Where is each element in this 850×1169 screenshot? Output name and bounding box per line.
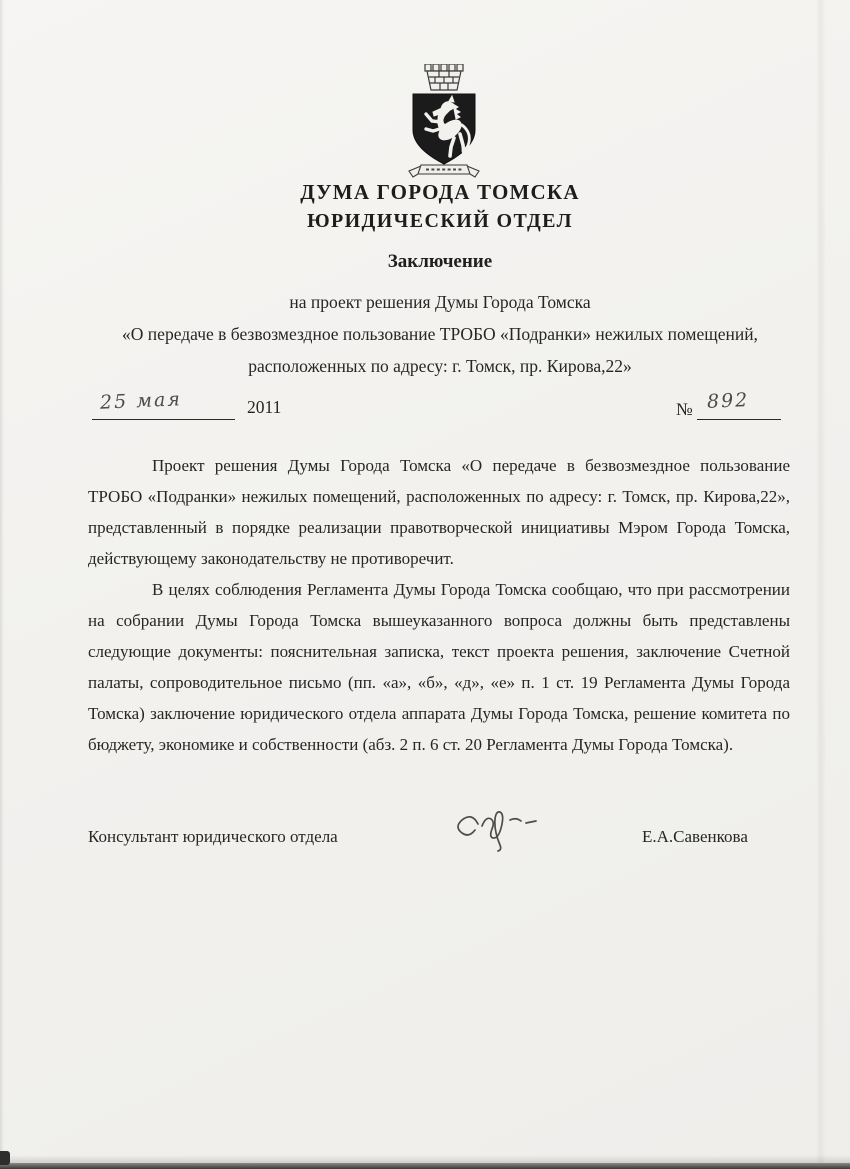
scan-corner-mark xyxy=(0,1151,10,1165)
tomsk-coat-of-arms-icon xyxy=(399,64,489,180)
body-paragraph: Проект решения Думы Города Томска «О передаче в безвозмездное пользование ТРОБО «Подранки» нежилых помещений, расположенных по адресу: г. Томск, пр. Кирова,22», представленный в порядке реализации правотворческой инициативы Мэром Города Томска, действующему законодательству не противоречит. xyxy=(88,456,790,568)
scan-edge-bottom xyxy=(0,1163,850,1169)
signature-icon xyxy=(452,798,552,856)
department-name: ЮРИДИЧЕСКИЙ ОТДЕЛ xyxy=(307,210,573,232)
date-number-row xyxy=(0,388,850,428)
scan-edge-left xyxy=(0,0,4,1169)
document-title: Заключение xyxy=(387,251,493,272)
year-label: 2011 xyxy=(247,397,282,417)
handwritten-date: 25 мая xyxy=(99,388,183,414)
body-paragraph: В целях соблюдения Регламента Думы Города Томска сообщаю, что при рассмотрении на собрании Думы Города Томска вышеуказанного вопроса должны быть представлены следующие документы: пояснительная записка, текст проекта решения, заключение Счетной палаты, сопроводительное письмо (пп. «а», «б», «д», «е» п. 1 ст. 19 Регламента Думы Города Томска) заключение юридического отдела аппарата Думы Города Томска, решение комитета по бюджету, экономике и собственности (абз. 2 п. 6 ст. 20 Регламента Думы Города Томска). xyxy=(88,580,790,754)
number-blank-line xyxy=(697,389,781,420)
scan-fold-line xyxy=(816,0,826,1169)
signer-name: Е.А.Савенкова xyxy=(642,827,748,846)
handwritten-number: 892 xyxy=(706,389,750,413)
document-number xyxy=(676,389,781,420)
scan-shadow-band xyxy=(0,1155,850,1163)
document-body xyxy=(88,450,790,760)
number-sign: № xyxy=(676,399,693,419)
document-subtitle xyxy=(60,286,820,382)
crown-icon xyxy=(425,64,463,90)
ribbon-icon xyxy=(409,165,479,177)
subtitle-line: расположенных по адресу: г. Томск, пр. Кирова,22» xyxy=(248,356,632,376)
date-blank-line xyxy=(92,388,235,420)
organization-name: ДУМА ГОРОДА ТОМСКА xyxy=(300,180,580,204)
subtitle-line: на проект решения Думы Города Томска xyxy=(289,292,591,312)
signer-position: Консультант юридического отдела xyxy=(88,827,338,846)
subtitle-line: «О передаче в безвозмездное пользование ТРОБО «Подранки» нежилых помещений, xyxy=(122,324,758,344)
